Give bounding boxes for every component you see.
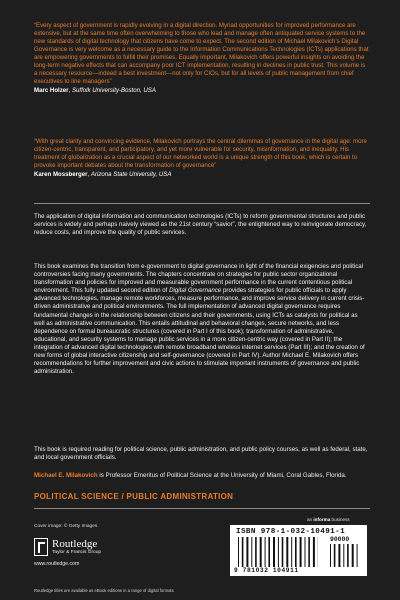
endorser-affiliation: Arizona State University, USA [90, 171, 172, 178]
endorser-name: Marc Holzer [34, 87, 69, 94]
publisher-group: Taylor & Francis Group [52, 550, 102, 555]
publisher-name: Routledge [52, 538, 98, 550]
barcode-addon-icon [330, 544, 360, 567]
isbn-barcode-block [230, 525, 367, 576]
quote-text: “Every aspect of government is rapidly evolving in a digital direction. Myriad opportunities for improved performance are extensive, but at the same time often overwhelming to those who lead and manage often antiquated service systems to the new standards of digital technology that citizens have come to expect. The second edition of Michael Milakovich’s Digital Governance is very welcome as a necessary guide to the Information Communications Technologies (ICTs) applications that are empowering governments to fulfill their promises. Equally important, Milakovich offers powerful insights on avoiding the long-term negative effects that can accompany poor ICT implementation, resulting in declines in public trust. This volume is a necessary resource—indeed a best investment—not only for CIOs, but for all levels of public management from chief executives to line managers” [34, 22, 369, 85]
publisher-website: www.routledge.com [34, 561, 80, 567]
isbn-number: ISBN 978-1-032-10491-1 [236, 528, 346, 536]
quote-text: “With great clarity and convincing evidence, Milakovich portrays the central dilemmas of governance in the digital age: more citizen-centric, transparent, and participatory, and yet more vulnerable for security, misinformation, and inequality. His treatment of globalization as a crucial aspect of our networked world is a unique strength of this book, which is certain to provoke important debates about the transformation of governance” [34, 138, 367, 169]
author-name: Michael E. Milakovich [34, 472, 98, 479]
endorsement-quote-1 [34, 22, 370, 95]
subject-category: POLITICAL SCIENCE / PUBLIC ADMINISTRATION [34, 492, 234, 501]
endorsement-quote-2 [34, 138, 370, 179]
divider [34, 203, 370, 204]
barcode-digits: 9 781032 104911 [234, 567, 299, 574]
endorser-affiliation: Suffolk University-Boston, USA [71, 87, 156, 94]
price-addon: 90000 [330, 536, 350, 543]
quote-attribution: Karen Mossberger, Arizona State University, USA [34, 171, 172, 178]
endorser-name: Karen Mossberger [34, 171, 88, 178]
author-bio [34, 472, 368, 480]
quote-attribution: Marc Holzer, Suffolk University-Boston, USA [34, 87, 156, 94]
description-paragraph-3: This book is required reading for political science, public administration, and public policy courses, as well as federal, state, and local government officials. [34, 446, 368, 462]
author-bio-text: is Professor Emeritus of Political Science at the University of Miami, Coral Gables, Florida. [97, 472, 347, 479]
description-paragraph-1: The application of digital information and communication technologies (ICTs) to reform governmental structures and public services is widely and perhaps naively viewed as the 21st century “savior”, the enlightened way to reinvigorate democracy, reduce costs, and improve the quality of public services. [34, 213, 367, 237]
divider [34, 508, 370, 509]
routledge-logo [34, 538, 101, 556]
cover-credit: Cover image: © Getty Images [34, 524, 98, 529]
barcode-icon [238, 537, 318, 567]
informa-business-label: an informa business [307, 517, 350, 522]
description-paragraph-2: This book examines the transition from e-government to digital governance in light of the financial exigencies and political controversies facing many governments. The chapters concentrate on strategies for public sector organizational transformation and policies for improved and measurable government performance in the current contentious political environment. This fully updated second edition of Digital Governance provides strategies for public officials to apply advanced technologies, manage remote workforces, measure performance, and improve service delivery in current crisis-driven administrative and political environments. The full implementation of advanced digital governance requires fundamental changes in the relationship between citizens and their governments, using ICTs as catalysts for political as well as administrative communication. This entails attitudinal and behavioral changes, secure networks, and less dependence on formal bureaucratic structures (covered in Part I of this book); transformation of administrative, educational, and security systems to manage public services in a more citizen-centric way (covered in Part II); the integration of advanced digital technologies with remote broadband wireless internet services (Part III); and the creation of new forms of global interactive citizenship and self-governance (covered in Part IV). Author Michael E. Milakovich offers recommendations for further improvement and civic actions to stimulate important instruments of governance and public administration. [34, 263, 365, 376]
ebook-note: Routledge titles are available as eBook editions in a range of digital formats [34, 588, 174, 593]
routledge-logo-icon [34, 538, 48, 556]
